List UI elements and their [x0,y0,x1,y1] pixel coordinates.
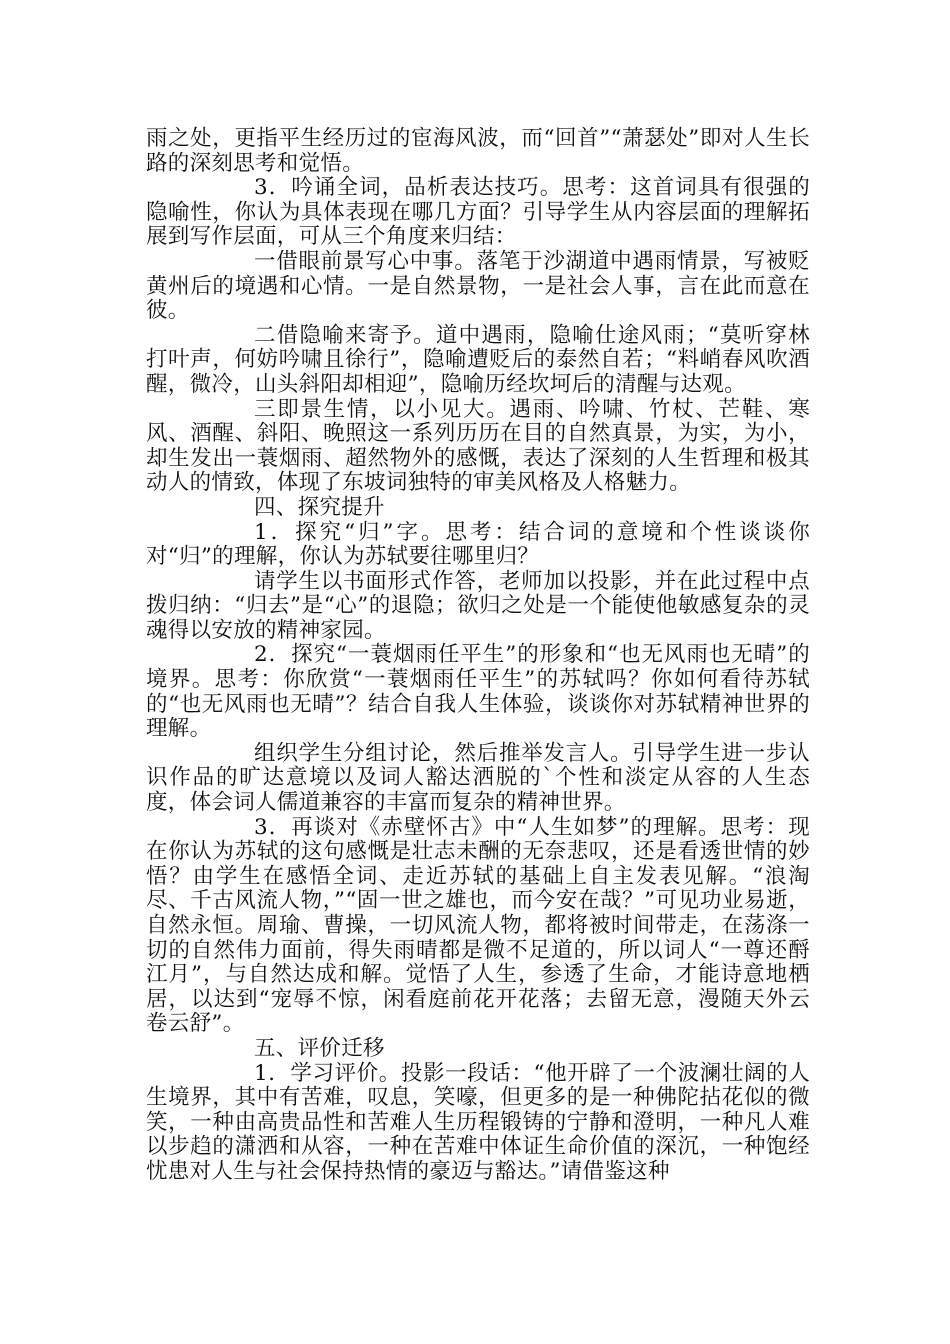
paragraph-continued: 雨之处，更指平生经历过的宦海风波，而“回首”“萧瑟处”即对人生长路的深刻思考和觉悟。 [146,126,810,176]
paragraph-point-two: 二借隐喻来寄予。道中遇雨，隐喻仕途风雨；“莫听穿林打叶声，何妨吟啸且徐行”，隐喻遭贬后的泰然自若；“料峭春风吹酒醒，微冷，山头斜阳却相迎”，隐喻历经坎坷后的清醒与达观。 [146,322,810,397]
section-heading-evaluate: 五、评价迁移 [254,1035,385,1061]
paragraph-point-one: 一借眼前景写心中事。落笔于沙湖道中遇雨情景，写被贬黄州后的境遇和心情。一是自然景物，一是社会人事，言在此而意在彼。 [146,248,810,324]
paragraph-point-three: 三即景生情，以小见大。遇雨、吟啸、竹杖、芒鞋、寒风、酒醒、斜阳、晚照这一系列历历在目的自然真景，为实，为小，却生发出一蓑烟雨、超然物外的感慨，表达了深刻的人生哲理和极其动人的情致，体现了东坡词独特的审美风格及人格魅力。 [146,396,810,496]
paragraph-recite-analysis: 3．吟诵全词，品析表达技巧。思考：这首词具有很强的隐喻性，你认为具体表现在哪几方面？引导学生从内容层面的理解拓展到写作层面，可从三个角度来归结： [146,175,810,250]
paragraph-explore-gui: 1．探究“归”字。思考：结合词的意境和个性谈谈你对“归”的理解，你认为苏轼要往哪里归？ [146,519,810,570]
section-heading-explore: 四、探究提升 [254,494,385,520]
paragraph-explore-image: 2．探究“一蓑烟雨任平生”的形象和“也无风雨也无晴”的境界。思考：你欣赏“一蓑烟雨任平生”的苏轼吗？你如何看待苏轼的“也无风雨也无晴”？结合自我人生体验，谈谈你对苏轼精神世界的理解。 [146,642,810,742]
paragraph-group-discussion: 组织学生分组讨论，然后推举发言人。引导学生进一步认识作品的旷达意境以及词人豁达洒脱的`个性和淡定从容的人生态度，体会词人儒道兼容的丰富而复杂的精神世界。 [146,740,810,816]
paragraph-learning-evaluation: 1．学习评价。投影一段话：“他开辟了一个波澜壮阔的人生境界，其中有苦难，叹息，笑嚎，但更多的是一种佛陀拈花似的微笑，一种由高贵品性和苦难人生历程锻铸的宁静和澄明，一种凡人难以步趋的潇洒和从容，一种在苦难中体证生命价值的深沉，一种饱经忧患对人生与社会保持热情的豪迈与豁达。”请借鉴这种 [146,1060,810,1184]
paragraph-life-dream: 3．再谈对《赤壁怀古》中“人生如梦”的理解。思考：现在你认为苏轼的这句感慨是壮志未酬的无奈悲叹，还是看透世情的妙悟？由学生在感悟全词、走近苏轼的基础上自主发表见解。“浪淘尽、千古风流人物，”“固一世之雄也，而今安在哉？”可见功业易逝，自然永恒。周瑜、曹操，一切风流人物，都将被时间带走，在荡涤一切的自然伟力面前，得失雨晴都是微不足道的，所以词人“一尊还酹江月”，与自然达成和解。觉悟了人生，参透了生命，才能诗意地栖居，以达到“宠辱不惊，闲看庭前花开花落；去留无意，漫随天外云卷云舒”。 [146,814,810,1037]
document-body [146,127,810,1185]
paragraph-written-answer: 请学生以书面形式作答，老师加以投影，并在此过程中点拨归纳：“归去”是“心”的退隐；欲归之处是一个能使他敏感复杂的灵魂得以安放的精神家园。 [146,568,810,643]
